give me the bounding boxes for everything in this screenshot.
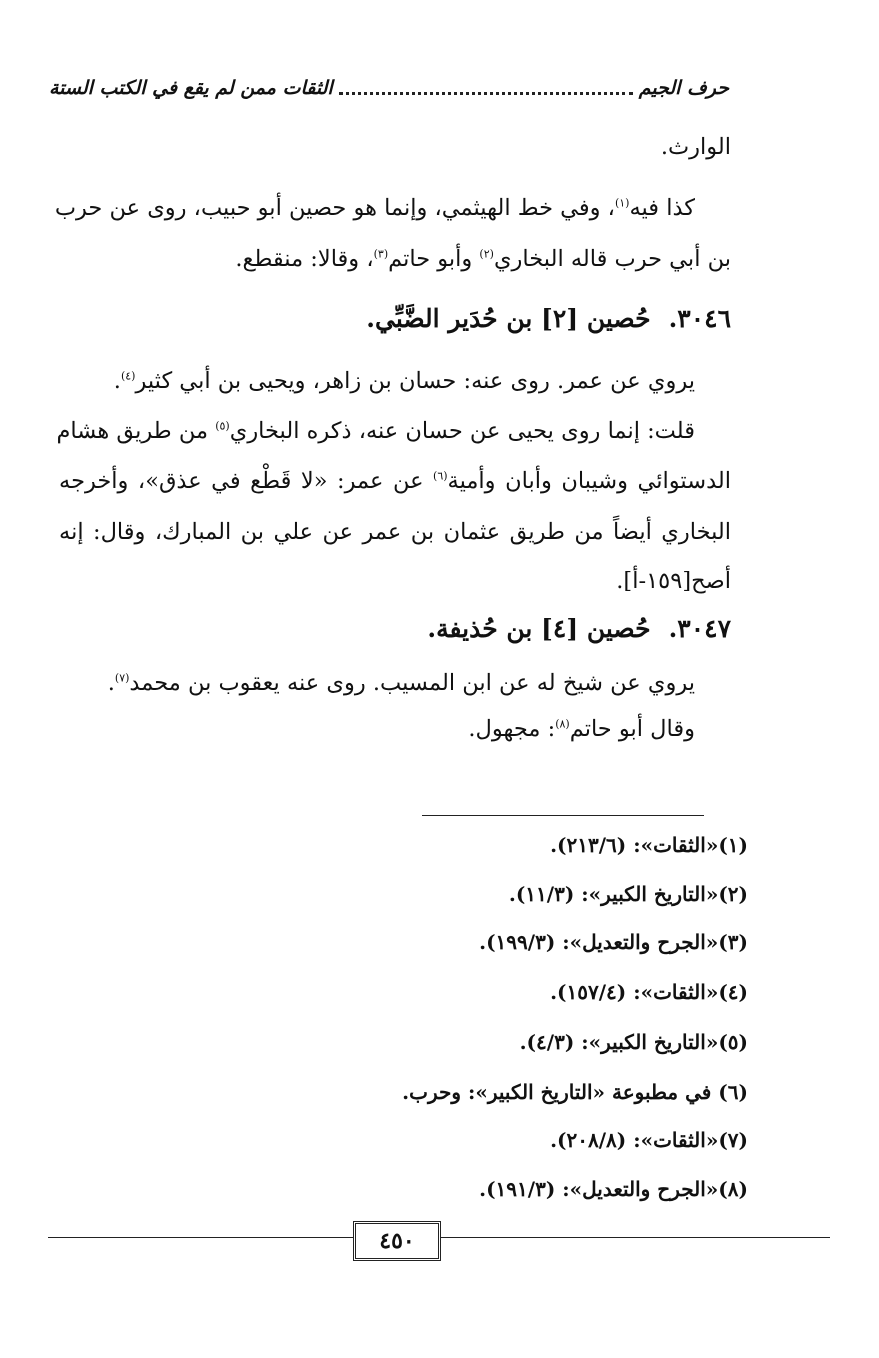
- text-span: ، وفي خط الهيثمي، وإنما هو حصين أبو حبيب، روى عن حرب: [54, 195, 615, 221]
- footnote-ref: (٥): [215, 419, 230, 433]
- footnote-item: (٧)«الثقات»: (٢٠٨/٨).: [550, 1128, 748, 1152]
- header-leader-dots: [339, 82, 633, 95]
- text-span: الوارث.: [660, 134, 731, 160]
- footnote-item: (٥)«التاريخ الكبير»: (٤/٣).: [519, 1030, 748, 1054]
- footnote-ref: (٣): [373, 247, 389, 261]
- text-span: ، وقالا: منقطع.: [235, 246, 374, 272]
- entry-heading: [59, 306, 731, 331]
- text-span: وقال أبو حاتم: [569, 716, 695, 742]
- text-span: يروي عن شيخ له عن ابن المسيب. روى عنه يعقوب بن محمد: [129, 670, 695, 696]
- page-number-text: ٤٥٠: [379, 1228, 415, 1254]
- footnote-ref: (١): [614, 196, 630, 210]
- entry-title: حُصين [٤] بن حُذيفة.: [427, 614, 651, 643]
- text-span: وأبو حاتم: [388, 246, 480, 272]
- text-line: [59, 521, 731, 544]
- text-line: [59, 248, 731, 271]
- text-span: الدستوائي وشيبان وأبان وأمية: [447, 468, 731, 494]
- text-line: [54, 195, 731, 221]
- text-line: [59, 570, 731, 593]
- text-line: [59, 718, 731, 741]
- text-line: [59, 672, 731, 695]
- text-line: [56, 418, 731, 444]
- footnote-ref: (٢): [479, 247, 494, 261]
- footnote-item: (٦) في مطبوعة «التاريخ الكبير»: وحرب.: [402, 1080, 748, 1104]
- footnote-ref: (٨): [555, 717, 570, 731]
- text-span: يروي عن عمر. روى عنه: حسان بن زاهر، ويحيى بن أبي كثير: [135, 368, 695, 394]
- text-line: [59, 370, 731, 393]
- text-span: أصح[١٥٩-أ].: [616, 568, 731, 594]
- entry-number: ٣٠٤٦.: [668, 304, 731, 333]
- text-span: كذا فيه: [629, 195, 695, 221]
- running-header: [49, 70, 729, 106]
- entry-heading: [59, 616, 731, 641]
- text-span: عن عمر: «لا قَطْع في عذق»، وأخرجه: [59, 468, 434, 494]
- footnote-item: (٢)«التاريخ الكبير»: (١١/٣).: [508, 882, 748, 906]
- text-span: قلت: إنما روى يحيى عن حسان عنه، ذكره البخاري: [229, 418, 695, 444]
- footnote-item: (٣)«الجرح والتعديل»: (١٩٩/٣).: [479, 930, 748, 954]
- footnote-ref: (٦): [433, 469, 448, 483]
- text-span: .: [107, 670, 115, 696]
- header-title: الثقات ممن لم يقع في الكتب الستة: [49, 77, 333, 99]
- entry-title: حُصين [٢] بن حُدَير الضَّبِّي.: [366, 304, 651, 333]
- footnote-separator: [422, 815, 704, 816]
- header-section: حرف الجيم: [638, 77, 729, 99]
- text-span: : مجهول.: [468, 716, 556, 742]
- footnote-ref: (٤): [120, 369, 136, 383]
- text-span: .: [113, 368, 121, 394]
- footnote-item: (٤)«الثقات»: (١٥٧/٤).: [550, 980, 748, 1004]
- text-line: [59, 136, 731, 159]
- footnote-ref: (٧): [114, 671, 130, 685]
- entry-number: ٣٠٤٧.: [668, 614, 731, 643]
- page-number: [353, 1221, 441, 1261]
- text-line: [59, 470, 731, 493]
- text-span: من طريق هشام: [56, 418, 216, 444]
- text-span: البخاري أيضاً من طريق عثمان بن عمر عن علي بن المبارك، وقال: إنه: [59, 519, 731, 545]
- footnote-item: (٨)«الجرح والتعديل»: (١٩١/٣).: [479, 1177, 748, 1201]
- text-span: بن أبي حرب قاله البخاري: [493, 246, 731, 272]
- footnote-item: (١)«الثقات»: (٢١٣/٦).: [550, 833, 748, 857]
